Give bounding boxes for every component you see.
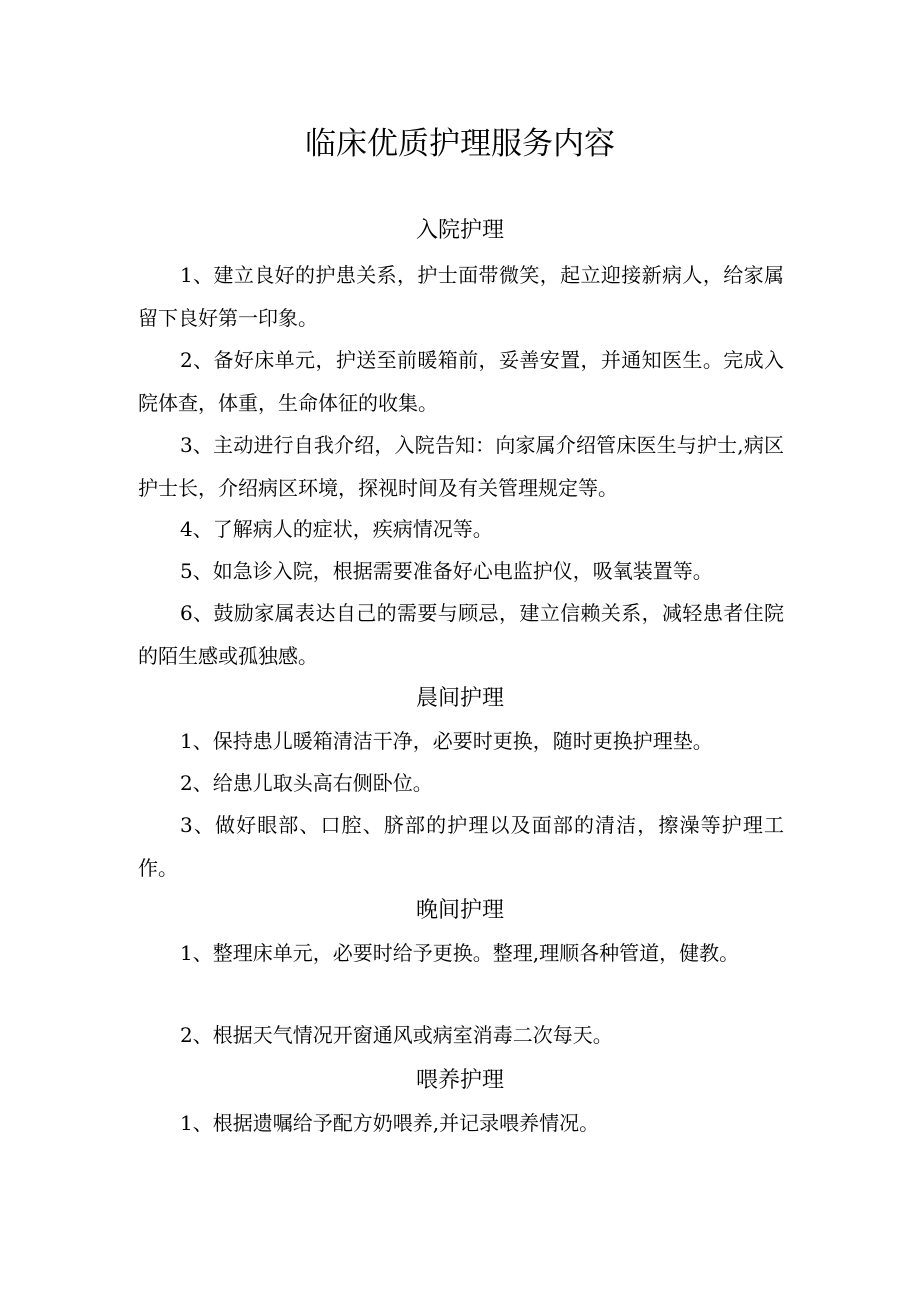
paragraph: 3、主动进行自我介绍，入院告知：向家属介绍管床医生与护士,病区护士长，介绍病区环境，探视时间及有关管理规定等。 (138, 433, 784, 500)
paragraph: 1、根据遗嘱给予配方奶喂养,并记录喂养情况。 (180, 1111, 600, 1135)
document-title: 临床优质护理服务内容 (305, 126, 615, 162)
paragraph: 4、了解病人的症状，疾病情况等。 (180, 517, 493, 541)
paragraph: 1、保持患儿暖箱清洁干净，必要时更换，随时更换护理垫。 (180, 729, 713, 753)
paragraph: 2、备好床单元，护送至前暖箱前，妥善安置，并通知医生。完成入院体查，体重，生命体征的收集。 (138, 348, 784, 415)
section-heading-morning: 晨间护理 (415, 686, 504, 711)
paragraph: 6、鼓励家属表达自己的需要与顾忌，建立信赖关系，减轻患者住院的陌生感或孤独感。 (138, 601, 784, 668)
paragraph: 2、根据天气情况开窗通风或病室消毒二次每天。 (180, 1023, 613, 1047)
paragraph: 1、建立良好的护患关系，护士面带微笑，起立迎接新病人，给家属留下良好第一印象。 (138, 263, 784, 330)
section-heading-evening: 晚间护理 (415, 898, 504, 923)
section-heading-feeding: 喂养护理 (415, 1068, 504, 1093)
paragraph: 3、做好眼部、口腔、脐部的护理以及面部的清洁，擦澡等护理工作。 (138, 813, 784, 880)
paragraph: 1、整理床单元，必要时给予更换。整理,理顺各种管道，健教。 (180, 941, 740, 965)
section-heading-admission: 入院护理 (415, 218, 504, 243)
paragraph: 5、如急诊入院，根据需要准备好心电监护仪，吸氧装置等。 (180, 559, 713, 583)
paragraph: 2、给患儿取头高右侧卧位。 (180, 771, 433, 795)
